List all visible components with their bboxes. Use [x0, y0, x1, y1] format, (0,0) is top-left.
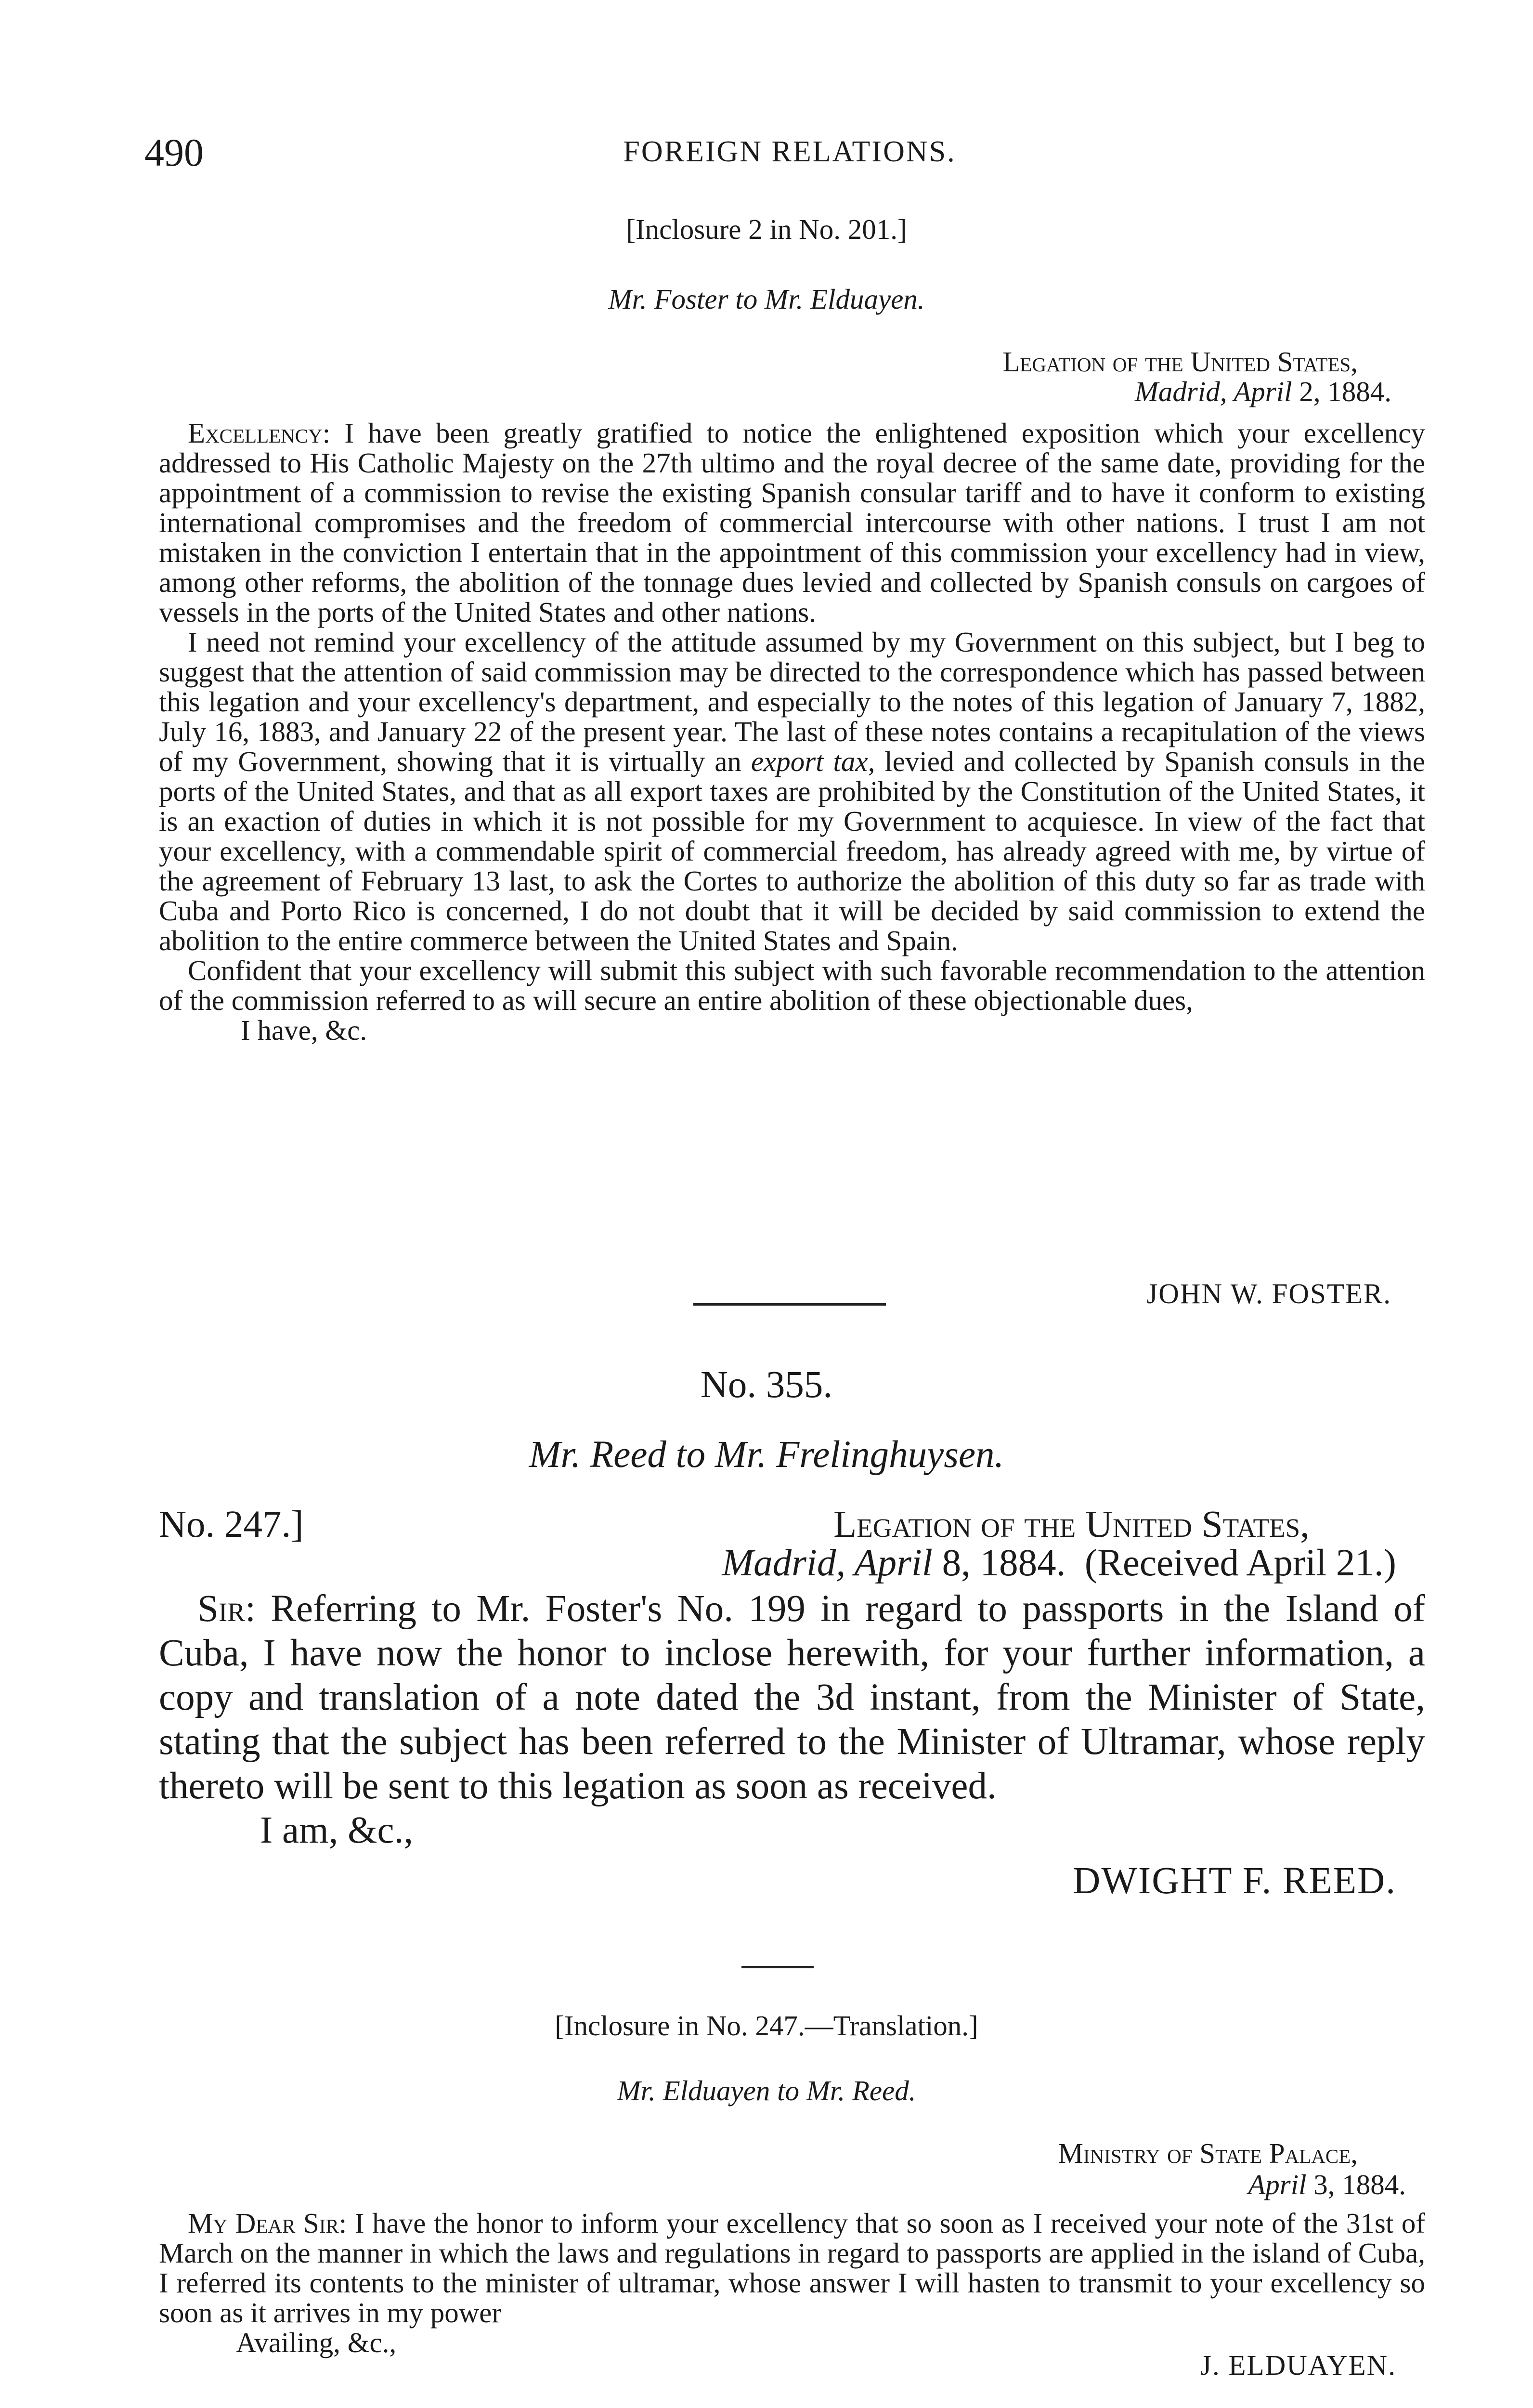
page-number: 490	[144, 131, 204, 174]
letter-date	[159, 377, 1391, 406]
letter-place	[159, 347, 1358, 377]
date-rest: 8, 1884.	[932, 1542, 1066, 1584]
date-italic: Madrid, April	[722, 1542, 933, 1584]
closing: Availing, &c.,	[236, 2327, 397, 2358]
divider-rule	[741, 1966, 814, 1968]
salutation: My Dear Sir	[188, 2207, 339, 2239]
closing: I am, &c.,	[260, 1809, 414, 1851]
document-number: No. 355.	[700, 1364, 833, 1406]
letter-body	[159, 2208, 1425, 2357]
body-paragraph: My Dear Sir: I have the honor to inform your excellency that so soon as I received your note of the 31st of March on the manner in which the laws and regulations in regard to passports are applied in the island of Cuba, I referred its contents to the minister of ultramar, whose answer I will hasten to transmit to your excellency so soon as it arrives in my power	[159, 2207, 1426, 2329]
letter-heading: Mr. Elduayen to Mr. Reed.	[617, 2075, 916, 2107]
letter-place	[159, 2138, 1358, 2168]
place-text: Legation of the United States,	[833, 1504, 1310, 1545]
place-text: Ministry of State Palace,	[1058, 2137, 1358, 2169]
salutation: Excellency	[188, 417, 323, 449]
received-date: (Received April 21.)	[1084, 1542, 1396, 1584]
letter-heading: Mr. Reed to Mr. Frelinghuysen.	[529, 1434, 1004, 1476]
place-text: Legation of the United States,	[1002, 346, 1358, 378]
signature: JOHN W. FOSTER.	[1146, 1278, 1391, 1309]
divider-rule	[693, 1303, 886, 1306]
signature: J. ELDUAYEN.	[1200, 2349, 1396, 2381]
body-paragraph	[159, 955, 1425, 1015]
reference-number: No. 247.]	[159, 1504, 304, 1545]
page-header	[144, 130, 1435, 188]
running-title: FOREIGN RELATIONS.	[623, 135, 956, 168]
date-rest: 2, 1884.	[1292, 376, 1391, 407]
inclosure-note: [Inclosure 2 in No. 201.]	[626, 213, 907, 245]
letter-date	[159, 1541, 1396, 1585]
paragraph-text: I have the honor to inform your excellency that so soon as I received your note of the 31st of March on the manner in which the laws and regulations in regard to passports are applied in the island of Cuba, I referred its contents to the minister of ultramar, whose answer I will hasten to transmit to your excellency so soon as it arrives in my power	[159, 2207, 1426, 2329]
paragraph-text: I have been greatly gratified to notice the enlightened exposition which your excellency addressed to His Catholic Majesty on the 27th ultimo and the royal decree of the same date, providing for the appointment of a commission to revise the existing Spanish consular tariff and to have it conform to existing international compromises and the freedom of commercial intercourse with other nations. I trust I am not mistaken in the conviction I entertain that in the appointment of this commission your excellency had in view, among other reforms, the abolition of the tonnage dues levied and collected by Spanish consuls on cargoes of vessels in the ports of the United States and other nations.	[159, 417, 1425, 628]
letter-place	[159, 1503, 1310, 1547]
paragraph-italic: export tax,	[751, 746, 875, 777]
salutation: Sir	[197, 1588, 245, 1630]
paragraph-text: Referring to Mr. Foster's No. 199 in regard to passports in the Island of Cuba, I have now the honor to inclose herewith, for your further information, a copy and translation of a note dated the 3d instant, from the Minister of State, stating that the subject has been referred to the Minister of Ultramar, whose reply thereto will be sent to this legation as soon as received.	[159, 1588, 1426, 1807]
letter-body	[159, 418, 1425, 1045]
letter-date	[159, 2170, 1406, 2199]
date-italic: April	[1248, 2169, 1307, 2200]
paragraph-text: Confident that your excellency will submit this subject with such favorable recommendation to the attention of the commission referred to as will secure an entire abolition of these objectionable dues,	[159, 955, 1425, 1016]
body-paragraph: Sir: Referring to Mr. Foster's No. 199 in regard to passports in the Island of Cuba, I have now the honor to inclose herewith, for your further information, a copy and translation of a note dated the 3d instant, from the Minister of State, stating that the subject has been referred to the Minister of Ultramar, whose reply thereto will be sent to this legation as soon as received.	[159, 1588, 1426, 1807]
signature: DWIGHT F. REED.	[1073, 1860, 1396, 1902]
date-rest: 3, 1884.	[1306, 2169, 1406, 2200]
paragraph-text: I need not remind your excellency of the attitude assumed by my Government on this subject, but I beg to suggest that the attention of said commission may be directed to the correspondence which has passed between this legation and your excellency's department, and especially to the notes of this legation of January 7, 1882, July 16, 1883, and January 22 of the present year. The last of these notes contains a recapitulation of the views of my Government, showing that it is virtually an	[159, 626, 1425, 777]
letter-body	[159, 1587, 1425, 1853]
paragraph-text: levied and collected by Spanish consuls in the ports of the United States, and that as all export taxes are prohibited by the Constitution of the United States, it is an exaction of duties in which it is not possible for my Government to acquiesce. In view of the fact that your excellency, with a commendable spirit of commercial freedom, has already agreed with me, by virtue of the agreement of February 13 last, to ask the Cortes to authorize the abolition of this duty so far as trade with Cuba and Porto Rico is concerned, I do not doubt that it will be decided by said commission to extend the abolition to the entire commerce between the United States and Spain.	[159, 746, 1425, 956]
date-italic: Madrid, April	[1134, 376, 1292, 407]
inclosure-note: [Inclosure in No. 247.—Translation.]	[555, 2010, 978, 2042]
body-paragraph	[159, 627, 1425, 955]
letter-heading: Mr. Foster to Mr. Elduayen.	[608, 283, 925, 315]
body-paragraph: Excellency: I have been greatly gratified to notice the enlightened exposition which your excellency addressed to His Catholic Majesty on the 27th ultimo and the royal decree of the same date, providing for the appointment of a commission to revise the existing Spanish consular tariff and to have it conform to existing international compromises and the freedom of commercial intercourse with other nations. I trust I am not mistaken in the conviction I entertain that in the appointment of this commission your excellency had in view, among other reforms, the abolition of the tonnage dues levied and collected by Spanish consuls on cargoes of vessels in the ports of the United States and other nations.	[159, 417, 1425, 628]
closing: I have, &c.	[241, 1014, 367, 1046]
